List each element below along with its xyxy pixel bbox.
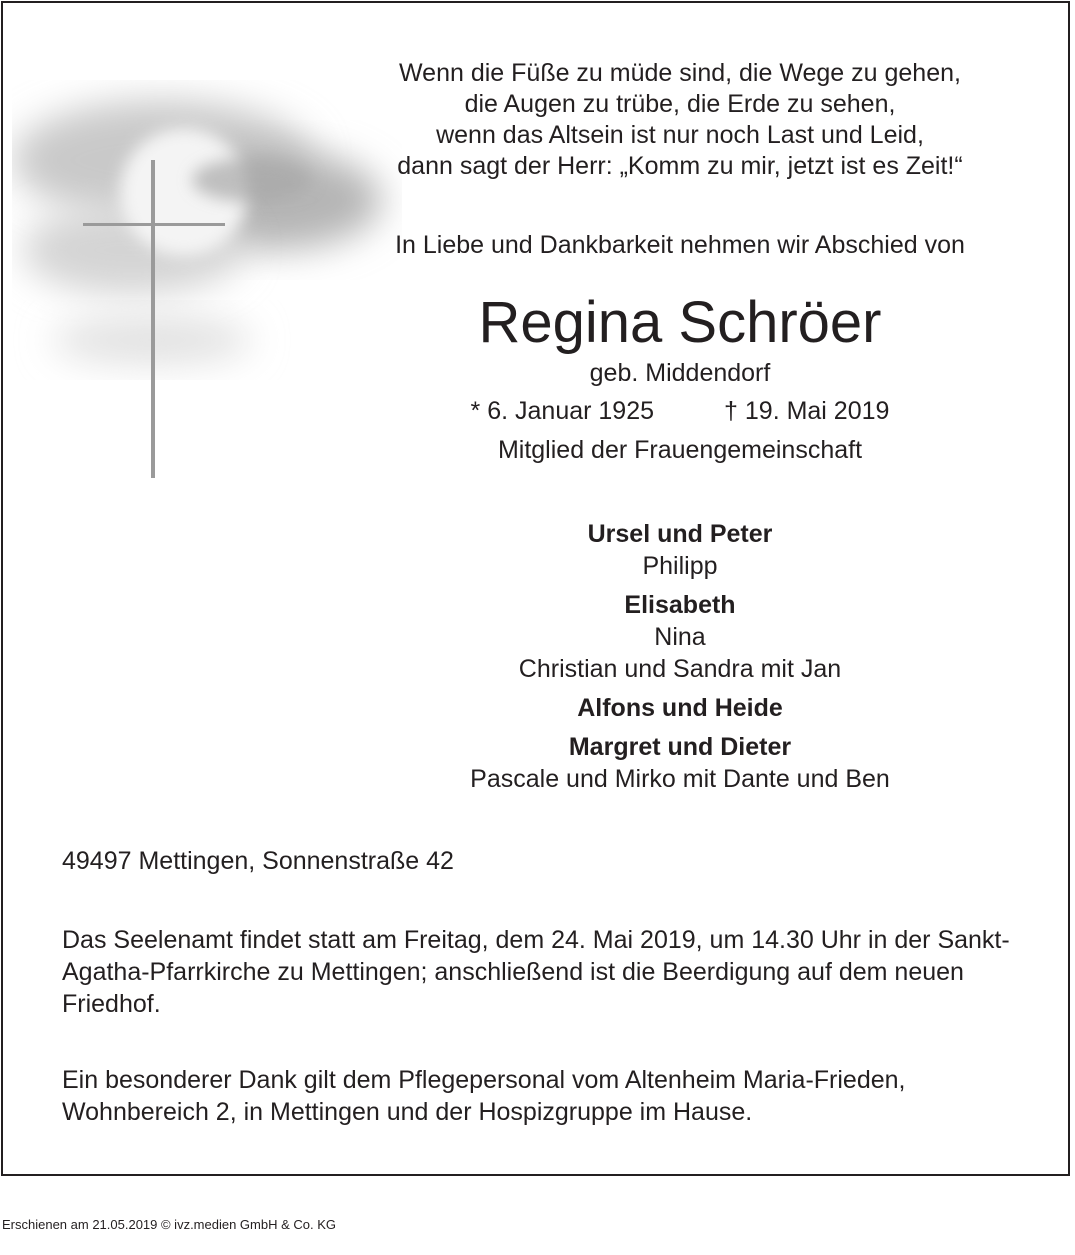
thanks-notice: Ein besonderer Dank gilt dem Pflegepersonal vom Altenheim Maria-Frieden, Wohnbereich 2, in Mettingen und der Hospizgruppe im Hause. xyxy=(62,1066,906,1126)
mourner-line: Ursel und Peter xyxy=(587,520,773,548)
poem-line: die Augen zu trübe, die Erde zu sehen, xyxy=(464,90,896,118)
mourners-list xyxy=(320,518,1040,795)
address: 49497 Mettingen, Sonnenstraße 42 xyxy=(62,847,454,875)
deceased-name: Regina Schröer xyxy=(478,290,882,355)
service-notice: Das Seelenamt findet statt am Freitag, dem 24. Mai 2019, um 14.30 Uhr in der Sankt-Agatha-Pfarrkirche zu Mettingen; anschließend ist die Beerdigung auf dem neuen Friedhof. xyxy=(62,926,1010,1018)
farewell-intro: In Liebe und Dankbarkeit nehmen wir Abschied von xyxy=(395,231,965,259)
poem-line: Wenn die Füße zu müde sind, die Wege zu gehen, xyxy=(399,59,961,87)
mourner-line: Alfons und Heide xyxy=(577,694,783,722)
mourner-line: Elisabeth xyxy=(624,591,736,619)
publication-footer: Erschienen am 21.05.2019 © ivz.medien GmbH & Co. KG xyxy=(2,1217,337,1232)
mourner-line: Pascale und Mirko mit Dante und Ben xyxy=(470,765,890,793)
mourner-line: Christian und Sandra mit Jan xyxy=(518,655,842,683)
birth-name: geb. Middendorf xyxy=(589,359,771,387)
life-dates xyxy=(320,396,1040,427)
poem-line: dann sagt der Herr: „Komm zu mir, jetzt ist es Zeit!“ xyxy=(397,152,963,180)
death-date: † 19. Mai 2019 xyxy=(724,397,890,425)
poem-line: wenn das Altsein ist nur noch Last und Leid, xyxy=(436,121,924,149)
poem xyxy=(320,58,1040,182)
cross-horizontal-beam xyxy=(83,223,225,226)
mourner-line: Margret und Dieter xyxy=(568,733,792,761)
cross-vertical-beam xyxy=(151,160,155,478)
mourner-line: Nina xyxy=(654,623,706,651)
membership: Mitglied der Frauengemeinschaft xyxy=(497,436,863,464)
mourner-line: Philipp xyxy=(642,552,718,580)
birth-date: * 6. Januar 1925 xyxy=(470,397,655,425)
